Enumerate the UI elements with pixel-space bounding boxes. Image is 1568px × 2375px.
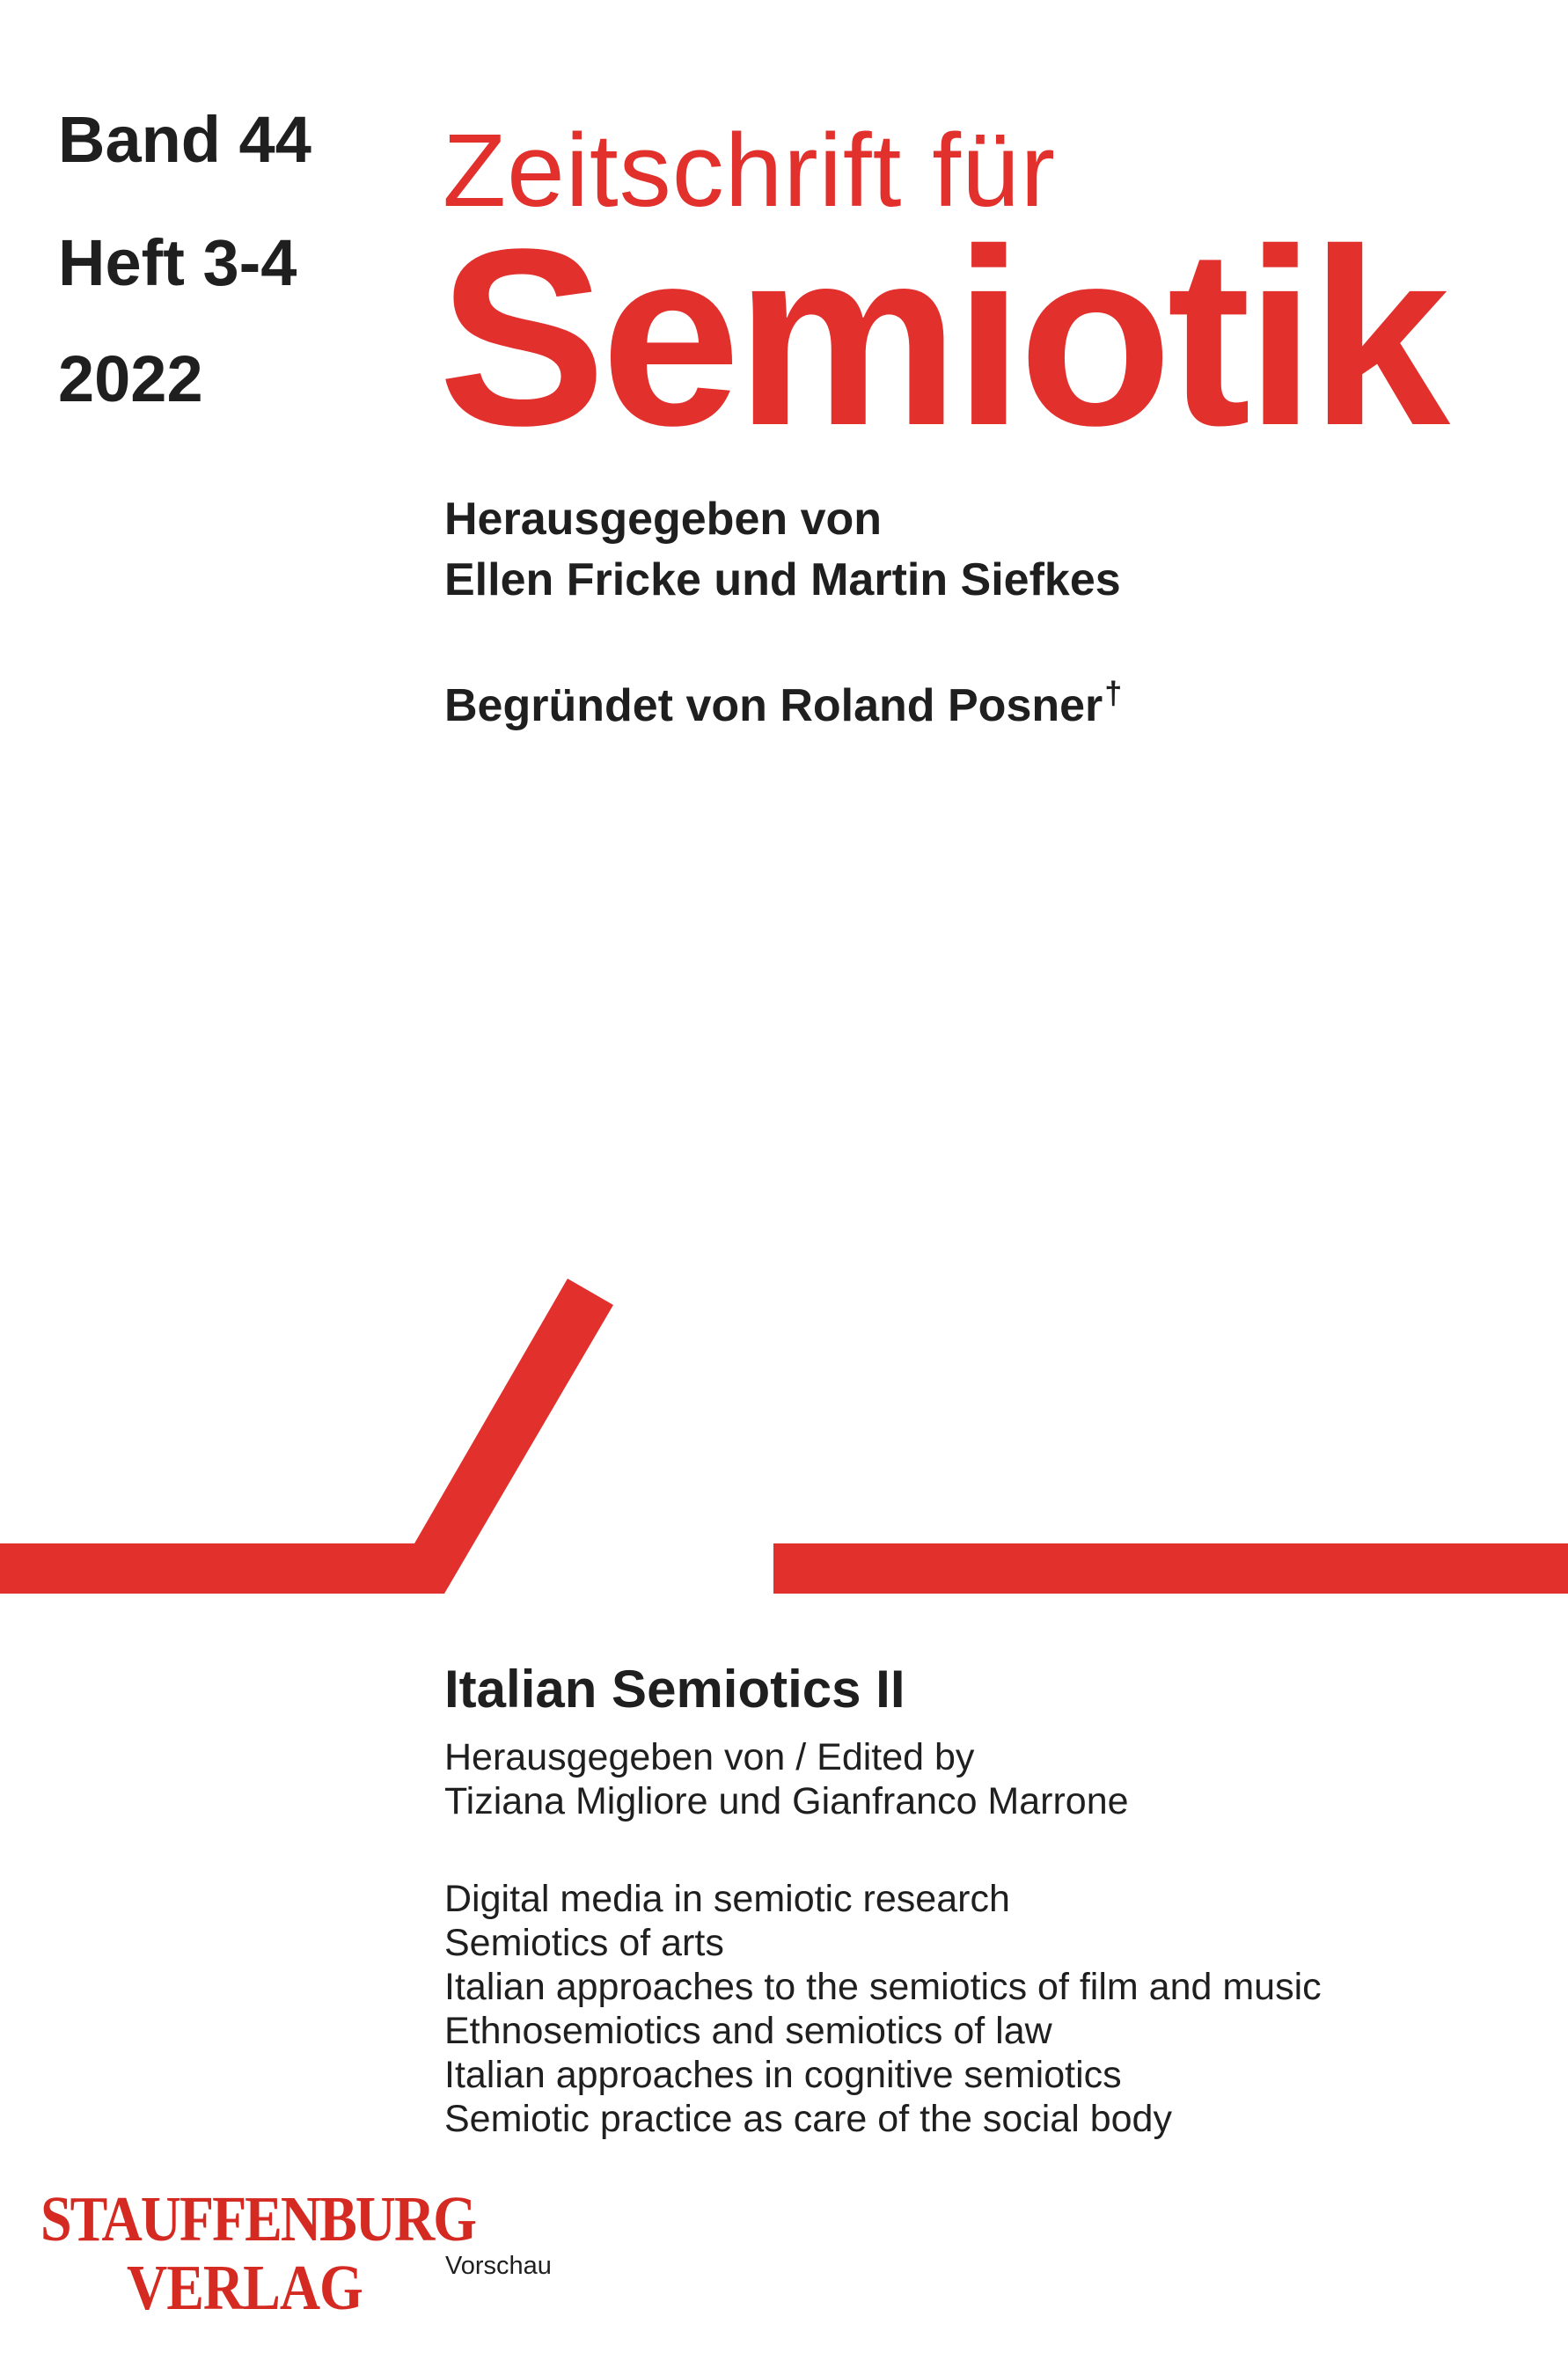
founded-by-text: Begründet von Roland Posner xyxy=(444,680,1103,731)
preview-label: Vorschau xyxy=(445,2252,552,2280)
publisher-logo-line1: STAUFFENBURG xyxy=(40,2182,475,2255)
topic-item: Semiotics of arts xyxy=(444,1922,724,1964)
publisher-logo xyxy=(40,2182,475,2336)
red-line-left-segment xyxy=(0,1279,613,1594)
topics-list xyxy=(444,1877,1322,2141)
topic-item: Italian approaches to the semiotics of film and music xyxy=(444,1966,1322,2008)
issue-volume: Band 44 xyxy=(58,103,311,176)
journal-title-line2: Semiotik xyxy=(438,196,1446,478)
editors-heading: Herausgegeben von xyxy=(444,494,883,545)
topic-item: Digital media in semiotic research xyxy=(444,1878,1010,1920)
special-issue-title: Italian Semiotics II xyxy=(444,1660,905,1719)
topic-item: Italian approaches in cognitive semiotics xyxy=(444,2054,1122,2096)
edited-by-names: Tiziana Migliore und Gianfranco Marrone xyxy=(444,1780,1129,1822)
edited-by-label: Herausgegeben von / Edited by xyxy=(444,1736,975,1778)
editors-names: Ellen Fricke und Martin Siefkes xyxy=(444,554,1121,605)
topic-item: Ethnosemiotics and semiotics of law xyxy=(444,2010,1052,2052)
publisher-logo-line2: VERLAG xyxy=(127,2251,363,2324)
founded-by xyxy=(444,675,1123,731)
journal-title-line1: Zeitschrift für xyxy=(443,113,1056,229)
topic-item: Semiotic practice as care of the social body xyxy=(444,2098,1172,2140)
red-line-right-segment xyxy=(773,1543,1568,1594)
issue-number: Heft 3-4 xyxy=(58,226,297,299)
dagger-mark: † xyxy=(1104,675,1123,711)
red-line-graphic xyxy=(0,1267,1568,1602)
issue-year: 2022 xyxy=(58,342,203,415)
